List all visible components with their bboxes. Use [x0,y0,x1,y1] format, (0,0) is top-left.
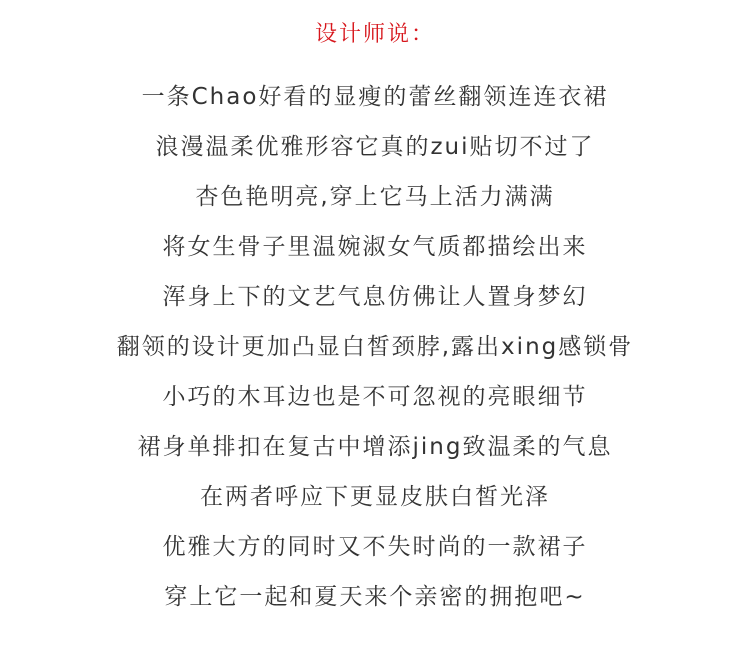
description-line: 浑身上下的文艺气息仿佛让人置身梦幻 [162,284,588,310]
description-line: 翻领的设计更加凸显白皙颈脖,露出xing感锁骨 [116,334,634,360]
description-line: 杏色艳明亮,穿上它马上活力满满 [195,184,555,210]
description-lines [0,76,750,626]
description-line: 浪漫温柔优雅形容它真的zui贴切不过了 [155,134,595,160]
description-line: 将女生骨子里温婉淑女气质都描绘出来 [162,234,588,260]
description-line: 在两者呼应下更显皮肤白皙光泽 [200,484,550,510]
description-line: 穿上它一起和夏天来个亲密的拥抱吧~ [164,584,586,610]
description-line: 一条Chao好看的显瘦的蕾丝翻领连连衣裙 [141,84,609,110]
description-line: 小巧的木耳边也是不可忽视的亮眼细节 [162,384,588,410]
description-line: 优雅大方的同时又不失时尚的一款裙子 [162,534,588,560]
designer-says-heading: 设计师说： [314,22,435,47]
description-line: 裙身单排扣在复古中增添jing致温柔的气息 [137,434,613,460]
